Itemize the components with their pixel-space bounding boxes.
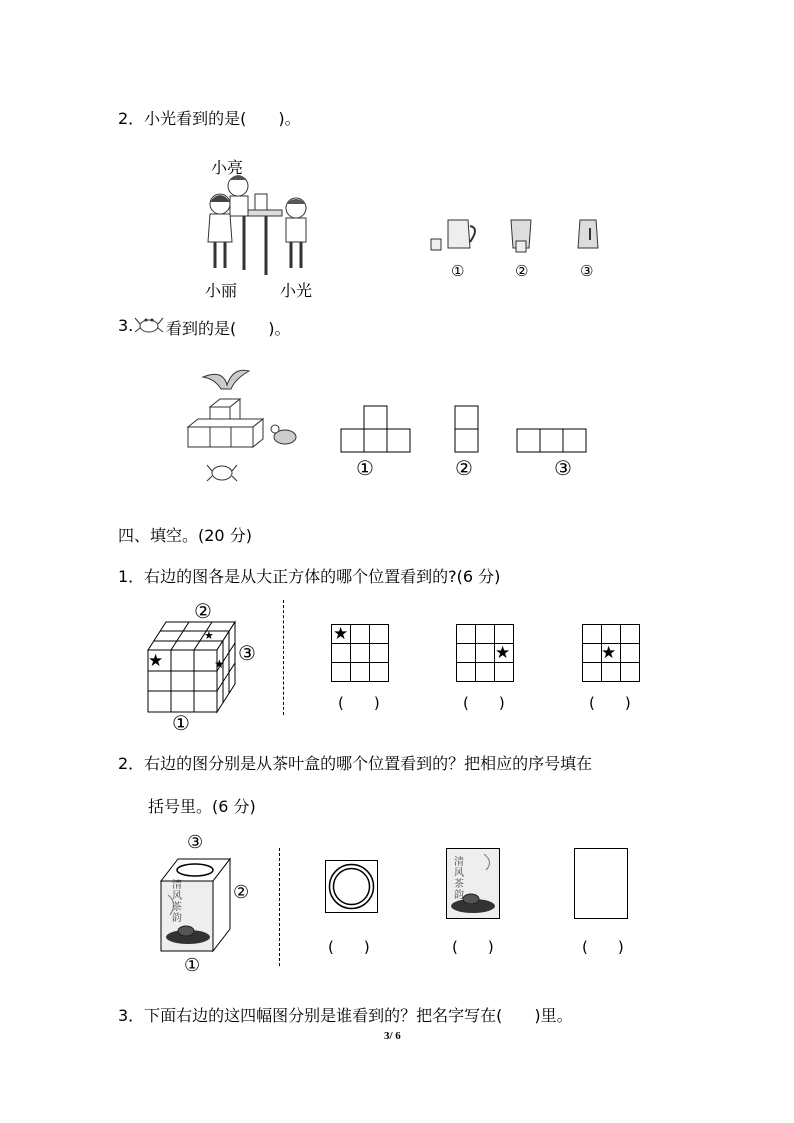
grid-3-star-icon: ★ <box>601 643 617 663</box>
q2-option-label-1: ① <box>451 262 465 280</box>
p2-stem-line1: 2．右边的图分别是从茶叶盒的哪个位置看到的？把相应的序号填在 <box>118 754 593 773</box>
box-label-top: ③ <box>187 832 204 853</box>
q3-stem: 看到的是( )。 <box>166 319 291 338</box>
star-icon-top: ★ <box>204 629 214 642</box>
cube-arrangement <box>185 365 310 490</box>
p1-answer-blank-3[interactable]: ( ) <box>589 694 631 712</box>
q2-option-label-3: ③ <box>580 262 594 280</box>
tea-box-front-view-text: 清风茶韵 <box>454 857 464 901</box>
jug-option-1 <box>426 214 486 256</box>
cube-label-front: ① <box>172 711 190 735</box>
q3-view-1 <box>340 405 415 455</box>
p2-answer-blank-2[interactable]: ( ) <box>452 938 494 956</box>
q3-option-label-3: ③ <box>554 456 572 480</box>
q2-stem: 2．小光看到的是( )。 <box>118 109 301 128</box>
grid-1-star-icon: ★ <box>333 624 349 644</box>
cube-label-right: ③ <box>238 641 256 665</box>
p1-stem: 1．右边的图各是从大正方体的哪个位置看到的?(6 分) <box>118 567 501 586</box>
q3-option-label-1: ① <box>356 456 374 480</box>
p2-answer-blank-1[interactable]: ( ) <box>328 938 370 956</box>
dashed-divider <box>283 600 284 715</box>
box-label-right: ② <box>233 882 250 903</box>
p1-answer-blank-1[interactable]: ( ) <box>338 694 380 712</box>
star-icon-right: ★ <box>214 657 225 671</box>
tea-box-side-view <box>574 848 630 922</box>
jug-option-2 <box>507 214 537 256</box>
name-xiaoli: 小丽 <box>205 281 238 300</box>
jug-option-3 <box>574 214 604 256</box>
q2-option-label-2: ② <box>515 262 529 280</box>
cube-label-top: ② <box>194 599 212 623</box>
p1-answer-blank-2[interactable]: ( ) <box>463 694 505 712</box>
p2-stem-line2: 括号里。(6 分) <box>148 797 256 816</box>
tea-box-front-text: 清风茶韵 <box>172 880 182 924</box>
tea-box-3d <box>158 855 238 955</box>
crab-icon <box>134 314 164 336</box>
q3-number: 3. <box>118 316 134 335</box>
q3-view-2 <box>454 405 484 455</box>
grid-2-star-icon: ★ <box>495 643 511 663</box>
page-number: 3/ 6 <box>384 1030 401 1042</box>
name-xiaoguang: 小光 <box>280 281 313 300</box>
box-label-front: ① <box>184 955 201 976</box>
q3-view-3 <box>516 428 591 458</box>
tea-box-top-view <box>325 860 380 915</box>
p2-answer-blank-3[interactable]: ( ) <box>582 938 624 956</box>
q3-option-label-2: ② <box>455 456 473 480</box>
section-4-title: 四、填空。(20 分) <box>118 526 252 545</box>
dashed-divider-2 <box>279 848 280 966</box>
p3-stem: 3．下面右边的这四幅图分别是谁看到的？把名字写在( )里。 <box>118 1006 573 1025</box>
star-icon-front: ★ <box>148 651 164 671</box>
name-xiaoliang: 小亮 <box>211 158 244 177</box>
